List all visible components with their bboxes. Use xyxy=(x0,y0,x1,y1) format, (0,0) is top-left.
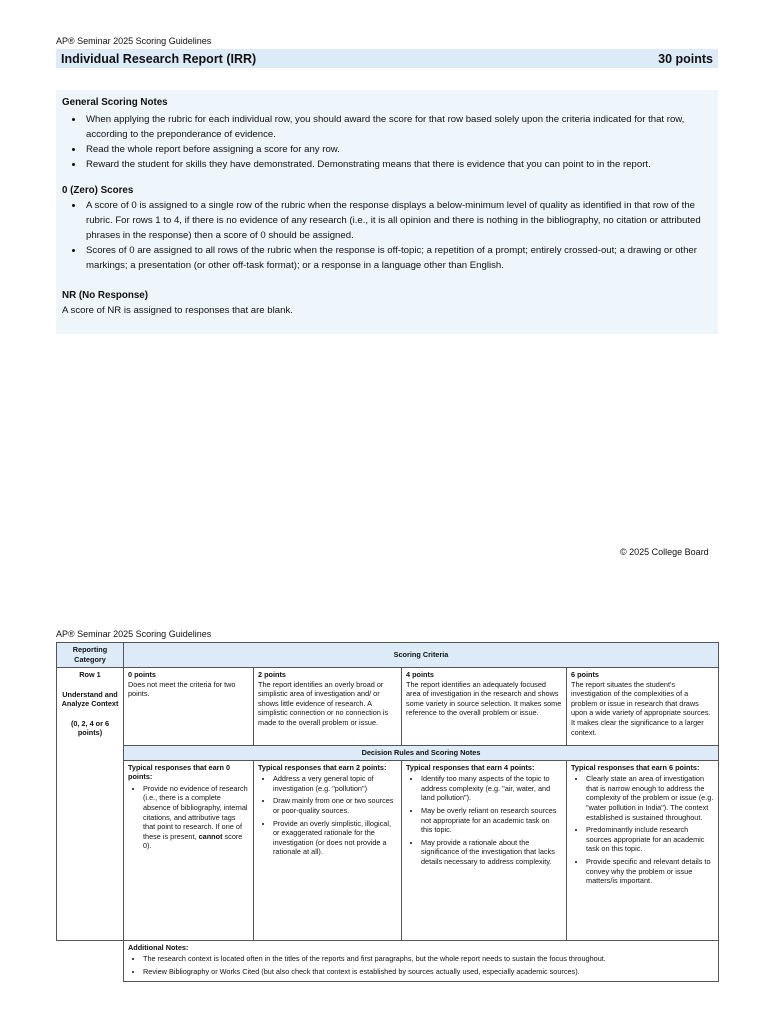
additional-notes-cell xyxy=(124,940,719,982)
general-notes-list xyxy=(62,112,712,172)
criteria-cell xyxy=(124,668,254,746)
typical-cell xyxy=(402,760,567,940)
typical-cell xyxy=(124,760,254,940)
item-text: score 0). xyxy=(143,831,243,851)
running-header: AP® Seminar 2025 Scoring Guidelines xyxy=(56,36,212,46)
rubric-table xyxy=(56,642,719,982)
criteria-points: 4 points xyxy=(406,670,434,679)
row-category xyxy=(57,668,124,941)
additional-notes-list xyxy=(128,954,714,976)
nr-heading: NR (No Response) xyxy=(62,290,149,301)
list-item: • Predominantly include research sources appropriate for an academic task on this topic. xyxy=(586,825,714,854)
list-item: • Scores of 0 are assigned to all rows of the rubric when the response is off-topic; a repetition of a prompt; entirely crossed-out; a drawing or other markings; a presentation (or other off-task format); or a response in a language other than English. xyxy=(84,243,712,273)
list-item: • May be overly reliant on research sources not appropriate for an academic task on this topic. xyxy=(421,806,562,835)
scoring-criteria-header: Scoring Criteria xyxy=(124,643,719,668)
criteria-cell xyxy=(254,668,402,746)
typical-cell xyxy=(254,760,402,940)
typical-list xyxy=(571,774,714,886)
criteria-text: The report situates the student's investigation of the complexities of a problem or issue in research that draws upon a wide variety of appropriate sources. It makes clear the significance to a larger context. xyxy=(571,679,711,737)
row-label: Row 1 xyxy=(79,670,101,679)
criteria-text: The report identifies an adequately focused area of investigation in the research and shows some variety in source selection. It makes some reference to the overall problem or issue. xyxy=(406,679,562,718)
criteria-cell xyxy=(567,668,719,746)
list-item: • When applying the rubric for each individual row, you should award the score for that row based solely upon the criteria indicated for that row, according to the preponderance of evidence. xyxy=(84,112,712,142)
row-points: (0, 2, 4 or 6 points) xyxy=(70,718,110,738)
list-item: • Address a very general topic of investigation (e.g. "pollution") xyxy=(273,774,397,793)
title-bar xyxy=(56,49,718,68)
running-header-2: AP® Seminar 2025 Scoring Guidelines xyxy=(56,629,212,639)
additional-notes-heading: Additional Notes: xyxy=(128,942,189,952)
typical-cell xyxy=(567,760,719,940)
blank-cell xyxy=(57,940,124,982)
list-item: • Draw mainly from one or two sources or poor-quality sources. xyxy=(273,796,397,815)
list-item: • Clearly state an area of investigation that is narrow enough to address the complexity of the problem or issue (e.g. "water pollution in India"). The context established is sustained throughout. xyxy=(586,774,714,822)
decision-rules-header: Decision Rules and Scoring Notes xyxy=(124,746,719,761)
list-item: • May provide a rationale about the significance of the investigation that lacks details necessary to address complexity. xyxy=(421,838,562,867)
list-item: • Read the whole report before assigning a score for any row. xyxy=(84,142,712,157)
typical-heading: Typical responses that earn 4 points: xyxy=(406,762,535,772)
typical-list xyxy=(128,784,249,851)
typical-heading: Typical responses that earn 6 points: xyxy=(571,762,700,772)
list-item: • A score of 0 is assigned to a single row of the rubric when the response displays a below-minimum level of quality as identified in that row of the rubric. For rows 1 to 4, if there is no evidence of any research (i.e., it is all opinion and there is nothing in the bibliography, no citation or attributed phrases in the response) then a score of 0 should be assigned. xyxy=(84,198,712,243)
list-item: • Provide specific and relevant details to convey why the problem or issue matters/is important. xyxy=(586,857,714,886)
item-text: Provide no evidence of research (i.e., there is a complete absence of bibliography, internal citations, and attributive tags that point to research. If one of these is present, xyxy=(143,783,248,841)
page-title: Individual Research Report (IRR) xyxy=(61,51,257,66)
zero-scores-list xyxy=(62,198,712,273)
typical-heading: Typical responses that earn 0 points: xyxy=(128,762,231,782)
list-item: • The research context is located often in the titles of the reports and first paragraphs, but the whole report needs to sustain the focus throughout. xyxy=(143,954,714,964)
list-item: • Provide an overly simplistic, illogical, or exaggerated rationale for the investigation (or does not provide a rationale at all). xyxy=(273,819,397,857)
typical-list xyxy=(258,774,397,857)
total-points: 30 points xyxy=(658,51,713,66)
reporting-category-header: Reporting Category xyxy=(57,643,124,668)
criteria-text: The report identifies an overly broad or simplistic area of investigation and/ or shows little evidence of research. A simplistic connection or no connection is made to the overall problem or issue. xyxy=(258,679,389,727)
nr-text: A score of NR is assigned to responses that are blank. xyxy=(62,305,293,316)
typical-list xyxy=(406,774,562,866)
zero-scores-heading: 0 (Zero) Scores xyxy=(62,185,134,196)
criteria-points: 6 points xyxy=(571,670,599,679)
criteria-points: 2 points xyxy=(258,670,286,679)
criteria-text: Does not meet the criteria for two points. xyxy=(128,679,236,699)
criteria-cell xyxy=(402,668,567,746)
item-emphasis: cannot xyxy=(198,831,223,841)
list-item: • Identify too many aspects of the topic to address complexity (e.g. "air, water, and land pollution"). xyxy=(421,774,562,803)
row-name: Understand and Analyze Context xyxy=(61,689,119,709)
criteria-points: 0 points xyxy=(128,670,156,679)
list-item xyxy=(143,784,249,851)
typical-heading: Typical responses that earn 2 points: xyxy=(258,762,387,772)
general-notes-heading: General Scoring Notes xyxy=(62,97,168,108)
scoring-notes-box xyxy=(56,90,718,334)
list-item: • Review Bibliography or Works Cited (but also check that context is established by sources actually used, especially academic sources). xyxy=(143,967,714,977)
copyright: © 2025 College Board xyxy=(620,547,709,557)
list-item: • Reward the student for skills they have demonstrated. Demonstrating means that there is evidence that you can point to in the report. xyxy=(84,157,712,172)
